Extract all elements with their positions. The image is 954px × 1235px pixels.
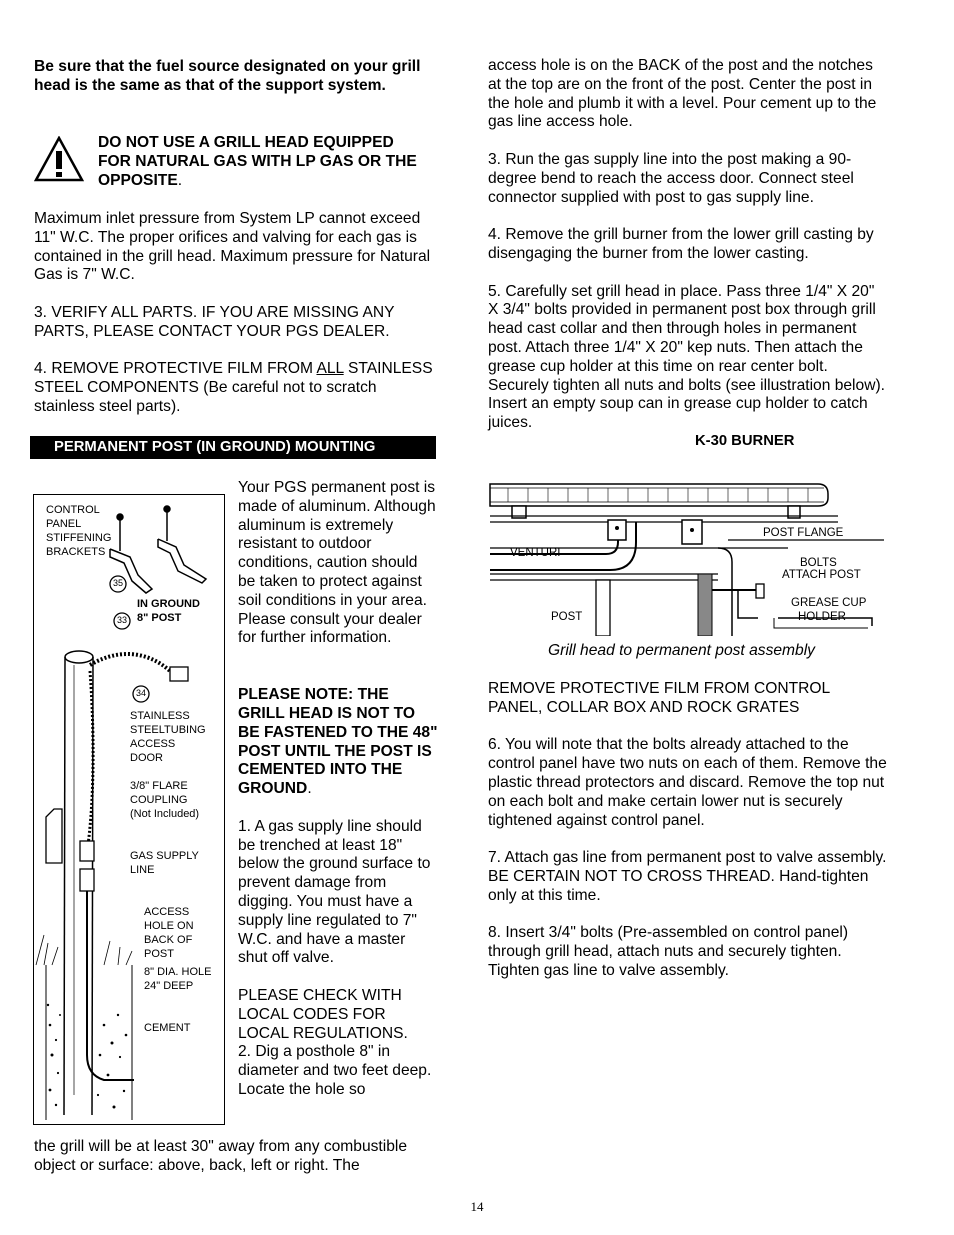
right-column-bottom bbox=[488, 680, 888, 1000]
label-num-34: 34 bbox=[136, 688, 147, 698]
ground-grass-icon bbox=[36, 935, 132, 965]
label-gas-supply-line: GAS SUPPLY LINE bbox=[130, 850, 199, 876]
step1-gas-trench: 1. A gas supply line should be trenched at least 18" below the ground surface to prevent damage from digging. You must have a supply line regulated to 7" W.C. and have a master shut off valve. bbox=[238, 817, 431, 967]
step4-remove-burner: 4. Remove the grill burner from the lower grill casting by disengaging the burner from the lower casting. bbox=[488, 226, 874, 262]
post-mounting-figure bbox=[33, 494, 225, 1125]
k30-burner-title: K-30 BURNER bbox=[695, 433, 795, 449]
page-number: 14 bbox=[470, 1199, 484, 1214]
access-hole-paragraph: access hole is on the BACK of the post and the notches at the top are on the front of the post. Center the post in the hole and plumb it with a level. Pour cement up to the gas line access hole. bbox=[488, 57, 877, 131]
label-attach-post: ATTACH POST bbox=[782, 569, 861, 581]
post-instructions-column bbox=[238, 479, 438, 1100]
step7-attach-gas-line: 7. Attach gas line from permanent post to valve assembly. BE CERTAIN NOT TO CROSS THREAD. Hand-tighten only at this time. bbox=[488, 849, 887, 904]
label-holder: HOLDER bbox=[798, 611, 846, 623]
right-column-top bbox=[488, 57, 888, 452]
warning-triangle-icon bbox=[34, 136, 84, 182]
label-post-flange: POST FLANGE bbox=[763, 527, 844, 539]
step5-set-grill-head: 5. Carefully set grill head in place. Pass three 1/4" X 20" X 3/4" bolts provided in permanent post box through grill head cast collar and then through holes in permanent post. Attach three 1/4" X 20" kep nuts. Then attach the grease cup holder at this time on rear center bolt. Securely tighten all nuts and bolts (see illustration below). Insert an empty soup can in grease cup holder to catch juices. bbox=[488, 282, 885, 432]
verify-parts-step: 3. VERIFY ALL PARTS. IF YOU ARE MISSING ANY PARTS, PLEASE CONTACT YOUR PGS DEALER. bbox=[34, 304, 395, 340]
label-post: POST bbox=[551, 611, 583, 623]
remove-film-control-panel: REMOVE PROTECTIVE FILM FROM CONTROL PANEL, COLLAR BOX AND ROCK GRATES bbox=[488, 680, 830, 716]
caution-period: . bbox=[177, 171, 183, 189]
step8-insert-bolts: 8. Insert 3/4" bolts (Pre-assembled on control panel) through grill head, attach nuts and securely tighten. Tighten gas line to valve assembly. bbox=[488, 924, 849, 979]
local-codes-paragraph: PLEASE CHECK WITH LOCAL CODES FOR LOCAL REGULATIONS. bbox=[238, 986, 408, 1042]
label-grease-cup: GREASE CUP bbox=[791, 597, 867, 609]
step4-text-a: 4. REMOVE PROTECTIVE FILM FROM bbox=[34, 360, 317, 377]
label-venturi: VENTURI bbox=[510, 547, 561, 559]
assembly-figure bbox=[488, 478, 886, 636]
step3-gas-line: 3. Run the gas supply line into the post making a 90-degree bend to reach the access door. Connect steel connector supplied with post to gas supply line. bbox=[488, 150, 854, 206]
please-note-text: PLEASE NOTE: THE GRILL HEAD IS NOT TO BE FASTENED TO THE 48" POST UNTIL THE POST IS CEMENTED INTO THE GROUND bbox=[238, 686, 438, 798]
label-flare-coupling: 3/8" FLARE COUPLING (Not Included) bbox=[130, 780, 200, 820]
label-tubing-access-door: STAINLESS STEELTUBING ACCESS DOOR bbox=[130, 710, 206, 764]
label-num-35: 35 bbox=[113, 578, 124, 588]
label-access-hole: ACCESS HOLE ON BACK OF POST bbox=[144, 906, 194, 960]
please-note-period: . bbox=[307, 780, 312, 798]
label-control-panel-brackets: CONTROL PANEL STIFFENING BRACKETS bbox=[46, 504, 112, 558]
step2-dig-posthole: 2. Dig a posthole 8" in diameter and two feet deep. Locate the hole so bbox=[238, 1043, 432, 1098]
label-cement: CEMENT bbox=[144, 1022, 191, 1034]
fuel-source-warning: Be sure that the fuel source designated on your grill head is the same as that of the support system. bbox=[34, 58, 421, 94]
inlet-pressure-paragraph: Maximum inlet pressure from System LP cannot exceed 11" W.C. The proper orifices and valving for each gas is contained in the grill head. Maximum pressure for Natural Gas is 7" W.C. bbox=[34, 210, 431, 284]
step4-text-b: STAINLESS STEEL COMPONENTS (Be careful not to scratch stainless steel parts). bbox=[34, 360, 433, 415]
burner-icon bbox=[490, 484, 828, 518]
please-note-paragraph bbox=[238, 686, 438, 799]
label-dia-hole: 8" DIA. HOLE 24" DEEP bbox=[144, 966, 212, 992]
label-in-ground-post: IN GROUND 8" POST bbox=[137, 598, 200, 624]
step2-continuation: the grill will be at least 30" away from any combustible object or surface: above, back, left or right. The bbox=[34, 1138, 408, 1174]
remove-film-step bbox=[34, 360, 434, 416]
assembly-caption: Grill head to permanent post assembly bbox=[548, 642, 815, 659]
step4-underlined: ALL bbox=[316, 360, 344, 377]
step6-control-panel-bolts: 6. You will note that the bolts already attached to the control panel have two nuts on each of them. Remove the plastic thread protectors and discard. Remove the top nut on each bolt and make certain lower nut is securely tightened against control panel. bbox=[488, 736, 887, 829]
label-bolts: BOLTS bbox=[800, 557, 837, 569]
caution-text: DO NOT USE A GRILL HEAD EQUIPPED FOR NATURAL GAS WITH LP GAS OR THE OPPOSITE bbox=[98, 134, 417, 189]
aluminum-paragraph: Your PGS permanent post is made of aluminum. Although aluminum is extremely resistant to outdoor conditions, caution should be taken to protect against soil conditions in your area. Please consult your dealer for further information. bbox=[238, 479, 436, 647]
gas-type-caution bbox=[98, 134, 428, 190]
label-num-33: 33 bbox=[117, 615, 128, 625]
section-heading-bar: PERMANENT POST (IN GROUND) MOUNTING bbox=[30, 436, 436, 459]
